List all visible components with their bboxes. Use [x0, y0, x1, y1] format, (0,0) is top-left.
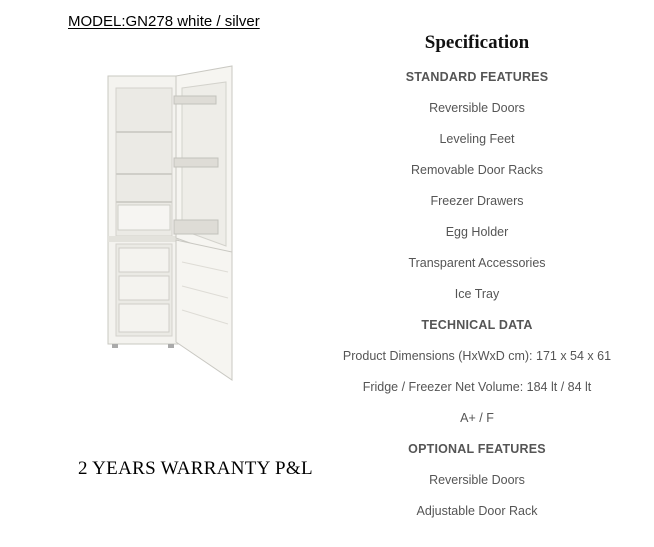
spec-heading: STANDARD FEATURES [405, 70, 549, 84]
spec-item: A+ / F [460, 411, 494, 425]
fridge-image [104, 62, 240, 382]
spec-item: Leveling Feet [439, 132, 515, 146]
spec-item: Transparent Accessories [408, 256, 546, 270]
spec-title: Specification [424, 32, 530, 53]
spec-item: Egg Holder [445, 225, 509, 239]
spec-heading: OPTIONAL FEATURES [408, 442, 546, 456]
spec-item: Freezer Drawers [430, 194, 524, 208]
spec-item: Ice Tray [454, 287, 500, 301]
spec-item: Reversible Doors [429, 101, 525, 115]
spec-item: Adjustable Door Rack [416, 504, 538, 518]
warranty-text: 2 YEARS WARRANTY P&L [78, 458, 313, 479]
spec-item: Reversible Doors [429, 473, 525, 487]
spec-list [330, 62, 624, 527]
spec-item: Product Dimensions (HxWxD cm): 171 x 54 x 61 [342, 349, 612, 363]
model-title: MODEL:GN278 white / silver [68, 13, 260, 30]
spec-heading: TECHNICAL DATA [421, 318, 533, 332]
spec-item: Fridge / Freezer Net Volume: 184 lt / 84 lt [362, 380, 592, 394]
spec-item: Removable Door Racks [411, 163, 543, 177]
